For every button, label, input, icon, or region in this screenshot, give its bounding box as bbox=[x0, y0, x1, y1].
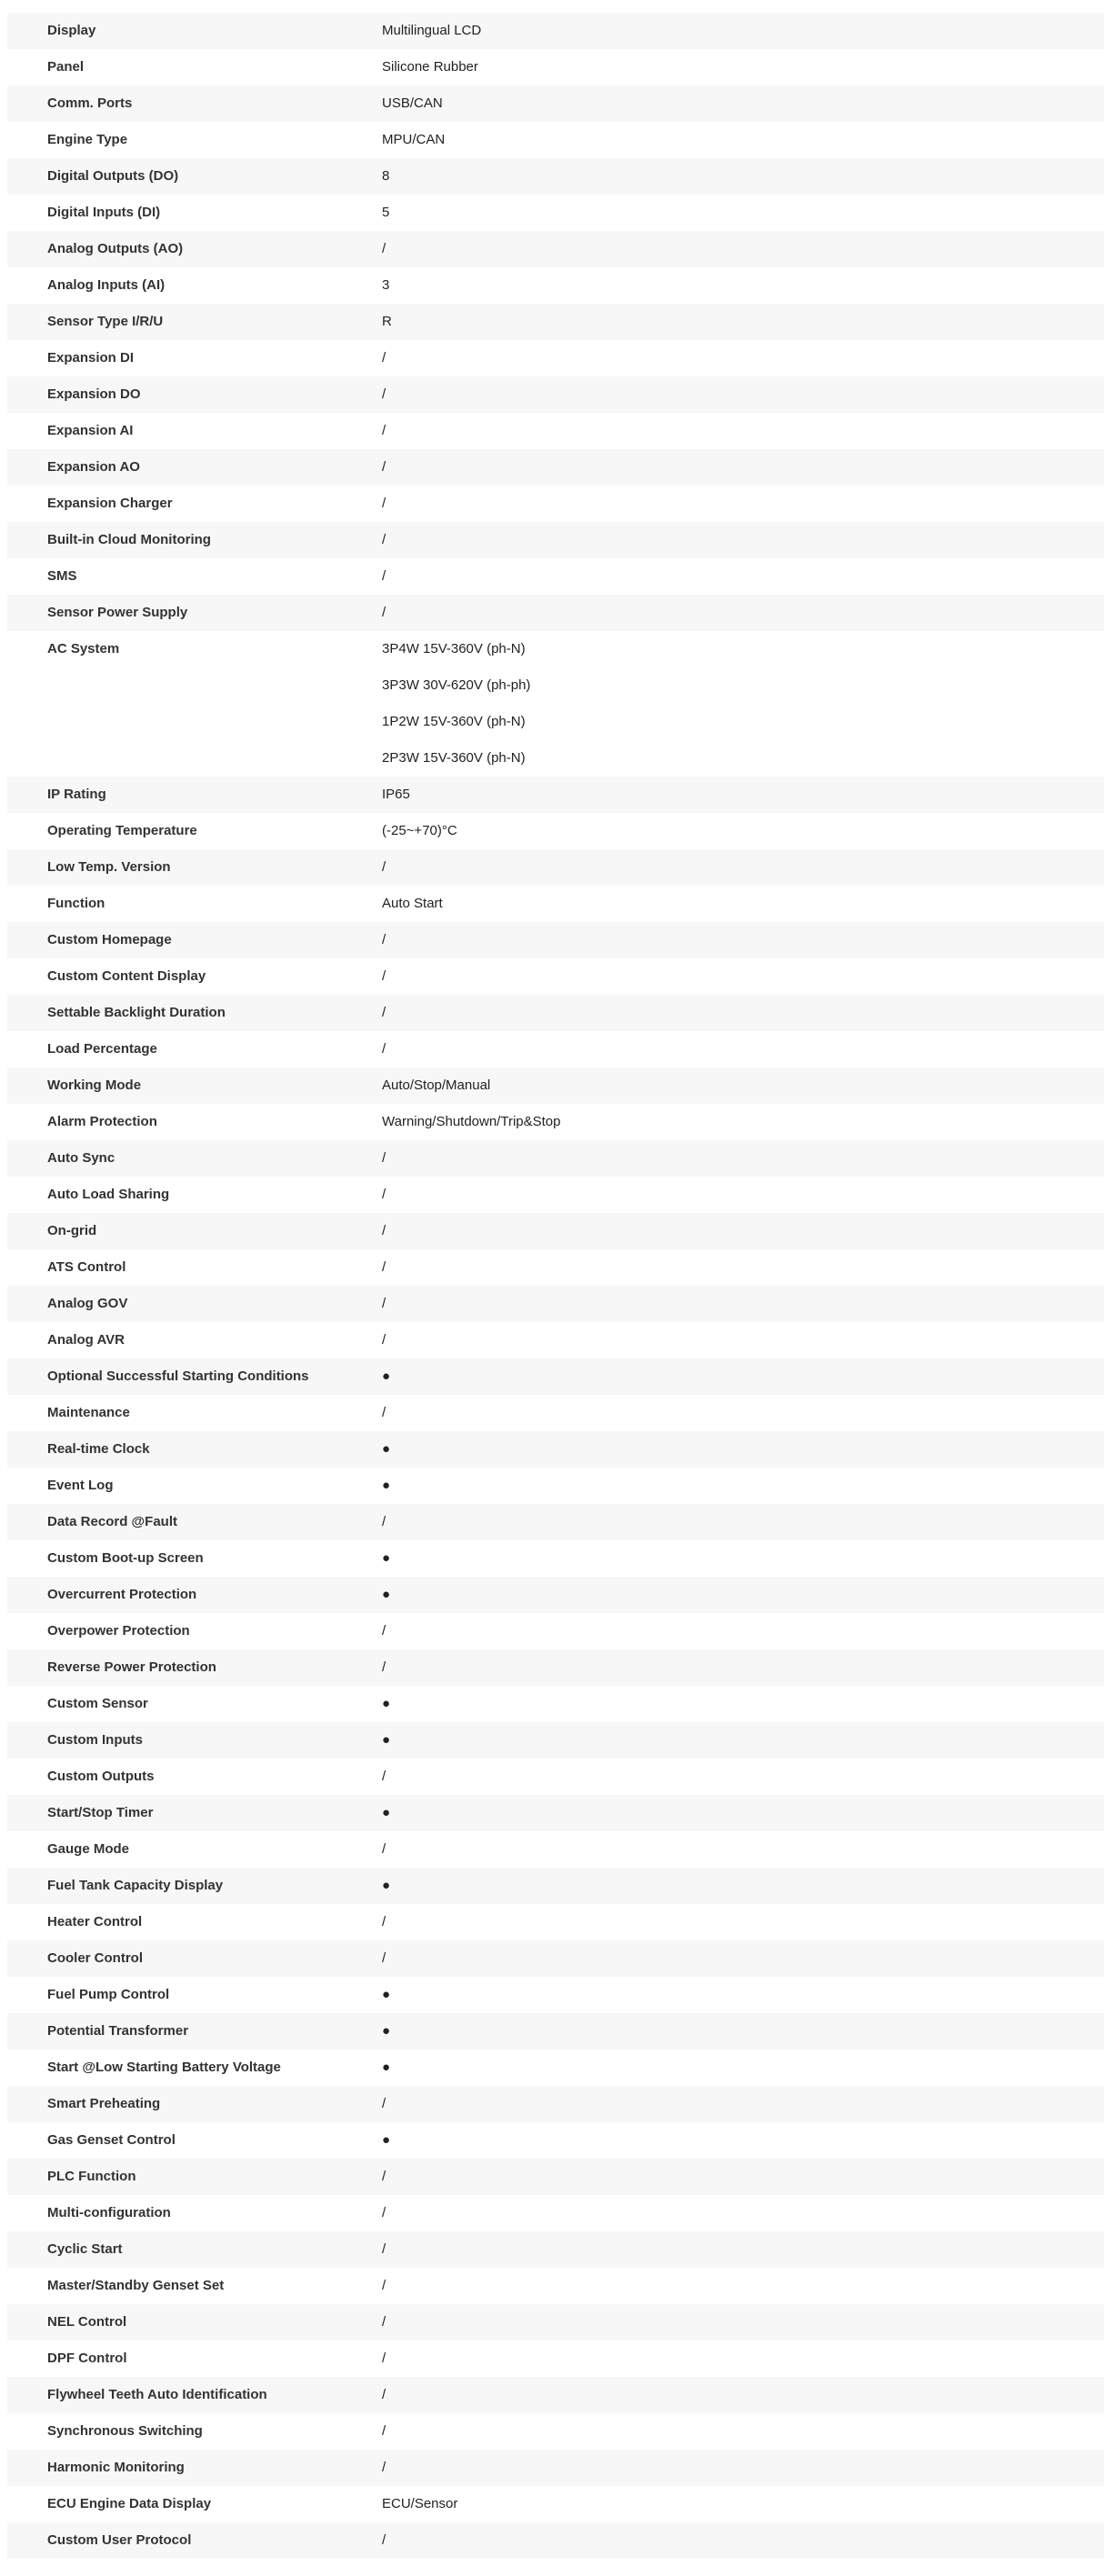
spec-values bbox=[382, 413, 1104, 449]
spec-value: / bbox=[382, 1623, 386, 1639]
spec-values bbox=[382, 85, 1104, 122]
spec-value: / bbox=[382, 2350, 386, 2366]
spec-label: Auto Load Sharing bbox=[47, 1187, 170, 1202]
spec-values bbox=[382, 1322, 1104, 1358]
spec-label: Custom Homepage bbox=[47, 932, 172, 947]
spec-value: ● bbox=[382, 1696, 391, 1711]
spec-row bbox=[7, 2122, 1104, 2159]
spec-values bbox=[382, 1177, 1104, 1213]
spec-label: On-grid bbox=[47, 1223, 97, 1238]
spec-value: / bbox=[382, 605, 386, 620]
spec-value: / bbox=[382, 1223, 386, 1238]
spec-value: MPU/CAN bbox=[382, 132, 446, 147]
spec-value: / bbox=[382, 2460, 386, 2475]
spec-label: Multi-configuration bbox=[47, 2205, 171, 2220]
spec-value: / bbox=[382, 2169, 386, 2184]
spec-row bbox=[7, 449, 1104, 486]
spec-values bbox=[382, 2159, 1104, 2195]
spec-row bbox=[7, 1286, 1104, 1322]
spec-values bbox=[382, 1722, 1104, 1759]
spec-value: 5 bbox=[382, 205, 390, 220]
spec-row bbox=[7, 486, 1104, 522]
spec-values bbox=[382, 1249, 1104, 1286]
spec-value: (-25~+70)°C bbox=[382, 823, 457, 838]
spec-label: AC System bbox=[47, 641, 120, 657]
spec-values bbox=[382, 1468, 1104, 1504]
spec-values bbox=[382, 1649, 1104, 1686]
spec-value: / bbox=[382, 1041, 386, 1057]
spec-row bbox=[7, 158, 1104, 195]
spec-values bbox=[382, 340, 1104, 376]
spec-row bbox=[7, 1831, 1104, 1868]
spec-row bbox=[7, 1213, 1104, 1249]
spec-value: / bbox=[382, 2278, 386, 2293]
spec-label: Potential Transformer bbox=[47, 2023, 189, 2039]
spec-label: Overpower Protection bbox=[47, 1623, 190, 1639]
spec-label: Cyclic Start bbox=[47, 2241, 123, 2257]
spec-value: IP65 bbox=[382, 787, 410, 802]
spec-values bbox=[382, 2340, 1104, 2377]
spec-row bbox=[7, 1031, 1104, 1067]
spec-label: Operating Temperature bbox=[47, 823, 197, 838]
spec-values bbox=[382, 1759, 1104, 1795]
spec-label: Start/Stop Timer bbox=[47, 1805, 154, 1820]
spec-label: Fuel Tank Capacity Display bbox=[47, 1878, 224, 1893]
spec-value: ● bbox=[382, 1587, 391, 1602]
spec-value: ● bbox=[382, 2060, 391, 2075]
spec-label: Expansion AI bbox=[47, 423, 134, 438]
spec-values bbox=[382, 1395, 1104, 1431]
spec-row bbox=[7, 631, 1104, 777]
spec-row bbox=[7, 2268, 1104, 2304]
spec-row bbox=[7, 886, 1104, 922]
spec-value: / bbox=[382, 1187, 386, 1202]
spec-label: Custom Content Display bbox=[47, 968, 206, 984]
spec-value: ● bbox=[382, 1550, 391, 1566]
spec-label: Expansion DI bbox=[47, 350, 135, 366]
spec-values bbox=[382, 449, 1104, 486]
spec-values bbox=[382, 558, 1104, 595]
spec-value: / bbox=[382, 386, 386, 402]
spec-row bbox=[7, 1504, 1104, 1540]
spec-value: ECU/Sensor bbox=[382, 2496, 458, 2511]
spec-values bbox=[382, 1504, 1104, 1540]
spec-values bbox=[382, 1795, 1104, 1831]
spec-row bbox=[7, 2340, 1104, 2377]
spec-value: / bbox=[382, 1914, 386, 1929]
spec-values bbox=[382, 1577, 1104, 1613]
spec-values bbox=[382, 231, 1104, 267]
spec-value: / bbox=[382, 568, 386, 584]
spec-row bbox=[7, 1358, 1104, 1395]
spec-value: / bbox=[382, 968, 386, 984]
spec-label: Digital Inputs (DI) bbox=[47, 205, 161, 220]
spec-values bbox=[382, 13, 1104, 49]
spec-value: / bbox=[382, 1841, 386, 1857]
spec-row bbox=[7, 1613, 1104, 1649]
spec-label: Flywheel Teeth Auto Identification bbox=[47, 2387, 267, 2402]
spec-label: ATS Control bbox=[47, 1259, 126, 1275]
spec-label: Heater Control bbox=[47, 1914, 143, 1929]
spec-value: / bbox=[382, 2387, 386, 2402]
spec-row bbox=[7, 2486, 1104, 2522]
spec-label: Expansion DO bbox=[47, 386, 141, 402]
spec-value: Auto Start bbox=[382, 896, 443, 911]
spec-row bbox=[7, 1104, 1104, 1140]
spec-row bbox=[7, 413, 1104, 449]
spec-values bbox=[382, 2195, 1104, 2231]
spec-label: Load Percentage bbox=[47, 1041, 157, 1057]
spec-values bbox=[382, 1213, 1104, 1249]
spec-label: Optional Successful Starting Conditions bbox=[47, 1368, 309, 1384]
spec-label: Custom Boot-up Screen bbox=[47, 1550, 204, 1566]
spec-values bbox=[382, 1540, 1104, 1577]
spec-value: ● bbox=[382, 1987, 391, 2002]
spec-row bbox=[7, 1759, 1104, 1795]
spec-value: / bbox=[382, 423, 386, 438]
spec-label: Real-time Clock bbox=[47, 1441, 150, 1457]
spec-value: / bbox=[382, 1659, 386, 1675]
spec-value: / bbox=[382, 2532, 386, 2548]
spec-values bbox=[382, 1613, 1104, 1649]
spec-values bbox=[382, 2304, 1104, 2340]
spec-label: Settable Backlight Duration bbox=[47, 1005, 226, 1020]
spec-label: Built-in Cloud Monitoring bbox=[47, 532, 211, 547]
spec-values bbox=[382, 595, 1104, 631]
spec-row bbox=[7, 1431, 1104, 1468]
spec-label: Comm. Ports bbox=[47, 95, 133, 111]
spec-value: / bbox=[382, 350, 386, 366]
spec-values bbox=[382, 1940, 1104, 1977]
spec-values bbox=[382, 158, 1104, 195]
spec-label: Display bbox=[47, 23, 96, 38]
spec-values bbox=[382, 2450, 1104, 2486]
spec-values bbox=[382, 2486, 1104, 2522]
spec-values bbox=[382, 1868, 1104, 1904]
spec-label: Analog Inputs (AI) bbox=[47, 277, 166, 293]
spec-label: NEL Control bbox=[47, 2314, 127, 2330]
spec-label: Overcurrent Protection bbox=[47, 1587, 197, 1602]
spec-row bbox=[7, 1686, 1104, 1722]
spec-row bbox=[7, 1649, 1104, 1686]
spec-label: Gas Genset Control bbox=[47, 2132, 176, 2148]
spec-values bbox=[382, 922, 1104, 958]
spec-row bbox=[7, 1322, 1104, 1358]
spec-row bbox=[7, 558, 1104, 595]
spec-value: ● bbox=[382, 1732, 391, 1748]
spec-label: Low Temp. Version bbox=[47, 859, 171, 875]
spec-label: Fuel Pump Control bbox=[47, 1987, 170, 2002]
spec-value: / bbox=[382, 532, 386, 547]
spec-value: R bbox=[382, 314, 392, 329]
spec-value: 1P2W 15V-360V (ph-N) bbox=[382, 714, 526, 729]
spec-row bbox=[7, 13, 1104, 49]
spec-row bbox=[7, 2013, 1104, 2050]
spec-row bbox=[7, 2195, 1104, 2231]
spec-values bbox=[382, 1031, 1104, 1067]
spec-values bbox=[382, 2086, 1104, 2122]
spec-value: ● bbox=[382, 1878, 391, 1893]
spec-values bbox=[382, 1140, 1104, 1177]
spec-row bbox=[7, 2377, 1104, 2413]
spec-row bbox=[7, 195, 1104, 231]
spec-row bbox=[7, 2050, 1104, 2086]
spec-label: Expansion Charger bbox=[47, 496, 173, 511]
spec-values bbox=[382, 376, 1104, 413]
spec-row bbox=[7, 2304, 1104, 2340]
spec-values bbox=[382, 195, 1104, 231]
spec-label: Reverse Power Protection bbox=[47, 1659, 216, 1675]
spec-label: Digital Outputs (DO) bbox=[47, 168, 179, 184]
spec-label: Data Record @Fault bbox=[47, 1514, 177, 1529]
spec-value: ● bbox=[382, 2023, 391, 2039]
spec-label: Working Mode bbox=[47, 1078, 142, 1093]
spec-values bbox=[382, 1431, 1104, 1468]
spec-values bbox=[382, 2413, 1104, 2450]
spec-value: ● bbox=[382, 1805, 391, 1820]
spec-values bbox=[382, 958, 1104, 995]
spec-value: / bbox=[382, 1950, 386, 1966]
spec-row bbox=[7, 2231, 1104, 2268]
spec-label: Harmonic Monitoring bbox=[47, 2460, 185, 2475]
spec-row bbox=[7, 849, 1104, 886]
spec-row bbox=[7, 49, 1104, 85]
spec-values bbox=[382, 1904, 1104, 1940]
spec-table bbox=[7, 13, 1104, 2559]
spec-value: / bbox=[382, 1296, 386, 1311]
spec-value: / bbox=[382, 241, 386, 256]
spec-values bbox=[382, 486, 1104, 522]
spec-label: Synchronous Switching bbox=[47, 2423, 203, 2439]
spec-row bbox=[7, 1722, 1104, 1759]
spec-label: Expansion AO bbox=[47, 459, 140, 475]
spec-label: Custom Inputs bbox=[47, 1732, 143, 1748]
spec-values bbox=[382, 813, 1104, 849]
spec-values bbox=[382, 1358, 1104, 1395]
spec-values bbox=[382, 1977, 1104, 2013]
spec-row bbox=[7, 304, 1104, 340]
spec-value: / bbox=[382, 1332, 386, 1348]
spec-row bbox=[7, 1540, 1104, 1577]
spec-values bbox=[382, 2231, 1104, 2268]
spec-row bbox=[7, 1067, 1104, 1104]
spec-value: / bbox=[382, 1514, 386, 1529]
spec-value: 3 bbox=[382, 277, 390, 293]
spec-label: Function bbox=[47, 896, 105, 911]
spec-row bbox=[7, 1177, 1104, 1213]
spec-values bbox=[382, 2122, 1104, 2159]
spec-value: / bbox=[382, 496, 386, 511]
spec-row bbox=[7, 2159, 1104, 2195]
spec-value: USB/CAN bbox=[382, 95, 443, 111]
spec-values bbox=[382, 886, 1104, 922]
spec-row bbox=[7, 1868, 1104, 1904]
spec-row bbox=[7, 1395, 1104, 1431]
spec-row bbox=[7, 777, 1104, 813]
spec-row bbox=[7, 267, 1104, 304]
spec-row bbox=[7, 2522, 1104, 2559]
spec-label: Analog Outputs (AO) bbox=[47, 241, 184, 256]
spec-values bbox=[382, 522, 1104, 558]
spec-label: PLC Function bbox=[47, 2169, 136, 2184]
spec-label: Auto Sync bbox=[47, 1150, 115, 1166]
spec-label: Gauge Mode bbox=[47, 1841, 130, 1857]
spec-label: Start @Low Starting Battery Voltage bbox=[47, 2060, 281, 2075]
spec-label: IP Rating bbox=[47, 787, 106, 802]
spec-row bbox=[7, 2450, 1104, 2486]
spec-value: / bbox=[382, 459, 386, 475]
spec-label: Sensor Type I/R/U bbox=[47, 314, 164, 329]
spec-label: Sensor Power Supply bbox=[47, 605, 188, 620]
spec-row bbox=[7, 376, 1104, 413]
spec-label: Master/Standby Genset Set bbox=[47, 2278, 225, 2293]
spec-value: 2P3W 15V-360V (ph-N) bbox=[382, 750, 526, 766]
spec-values bbox=[382, 777, 1104, 813]
spec-label: Custom User Protocol bbox=[47, 2532, 192, 2548]
spec-row bbox=[7, 1940, 1104, 1977]
spec-label: DPF Control bbox=[47, 2350, 127, 2366]
spec-values bbox=[382, 122, 1104, 158]
spec-values bbox=[382, 849, 1104, 886]
spec-values bbox=[382, 267, 1104, 304]
spec-row bbox=[7, 995, 1104, 1031]
spec-value: / bbox=[382, 1769, 386, 1784]
spec-row bbox=[7, 813, 1104, 849]
spec-value: / bbox=[382, 2096, 386, 2111]
spec-row bbox=[7, 2086, 1104, 2122]
spec-row bbox=[7, 1140, 1104, 1177]
spec-row bbox=[7, 85, 1104, 122]
spec-value: / bbox=[382, 1005, 386, 1020]
spec-values bbox=[382, 1831, 1104, 1868]
spec-label: Custom Sensor bbox=[47, 1696, 148, 1711]
spec-value: / bbox=[382, 1405, 386, 1420]
spec-label: Maintenance bbox=[47, 1405, 130, 1420]
spec-label: Engine Type bbox=[47, 132, 128, 147]
spec-label: Smart Preheating bbox=[47, 2096, 161, 2111]
spec-value: 8 bbox=[382, 168, 390, 184]
spec-values bbox=[382, 1104, 1104, 1140]
spec-row bbox=[7, 1977, 1104, 2013]
spec-values bbox=[382, 1686, 1104, 1722]
spec-value: / bbox=[382, 859, 386, 875]
spec-value: ● bbox=[382, 1441, 391, 1457]
spec-value: / bbox=[382, 1150, 386, 1166]
spec-value: 3P3W 30V-620V (ph-ph) bbox=[382, 677, 531, 693]
spec-values bbox=[382, 304, 1104, 340]
spec-label: Event Log bbox=[47, 1478, 114, 1493]
spec-values bbox=[382, 2377, 1104, 2413]
spec-value: / bbox=[382, 2205, 386, 2220]
spec-label: SMS bbox=[47, 568, 77, 584]
spec-value: Warning/Shutdown/Trip&Stop bbox=[382, 1114, 561, 1129]
spec-row bbox=[7, 922, 1104, 958]
spec-row bbox=[7, 1249, 1104, 1286]
spec-values bbox=[382, 631, 1104, 777]
spec-value: / bbox=[382, 932, 386, 947]
spec-label: Cooler Control bbox=[47, 1950, 143, 1966]
spec-row bbox=[7, 595, 1104, 631]
spec-row bbox=[7, 1904, 1104, 1940]
spec-value: Silicone Rubber bbox=[382, 59, 478, 75]
spec-label: Analog GOV bbox=[47, 1296, 128, 1311]
spec-value: Multilingual LCD bbox=[382, 23, 482, 38]
spec-value: / bbox=[382, 2241, 386, 2257]
spec-value: ● bbox=[382, 1368, 391, 1384]
spec-label: Alarm Protection bbox=[47, 1114, 157, 1129]
spec-values bbox=[382, 2268, 1104, 2304]
spec-values bbox=[382, 2013, 1104, 2050]
spec-row bbox=[7, 2413, 1104, 2450]
spec-label: Analog AVR bbox=[47, 1332, 125, 1348]
spec-value: Auto/Stop/Manual bbox=[382, 1078, 491, 1093]
spec-value: ● bbox=[382, 1478, 391, 1493]
spec-row bbox=[7, 231, 1104, 267]
spec-value: ● bbox=[382, 2132, 391, 2148]
spec-row bbox=[7, 1795, 1104, 1831]
spec-row bbox=[7, 1468, 1104, 1504]
spec-row bbox=[7, 340, 1104, 376]
spec-row bbox=[7, 522, 1104, 558]
spec-values bbox=[382, 995, 1104, 1031]
spec-row bbox=[7, 1577, 1104, 1613]
spec-label: Panel bbox=[47, 59, 85, 75]
spec-value: 3P4W 15V-360V (ph-N) bbox=[382, 641, 526, 657]
spec-row bbox=[7, 122, 1104, 158]
spec-label: Custom Outputs bbox=[47, 1769, 155, 1784]
spec-values bbox=[382, 1286, 1104, 1322]
spec-label: ECU Engine Data Display bbox=[47, 2496, 212, 2511]
spec-values bbox=[382, 2050, 1104, 2086]
spec-value: / bbox=[382, 2423, 386, 2439]
spec-values bbox=[382, 49, 1104, 85]
spec-value: / bbox=[382, 2314, 386, 2330]
spec-values bbox=[382, 2522, 1104, 2559]
spec-values bbox=[382, 1067, 1104, 1104]
spec-value: / bbox=[382, 1259, 386, 1275]
spec-row bbox=[7, 958, 1104, 995]
